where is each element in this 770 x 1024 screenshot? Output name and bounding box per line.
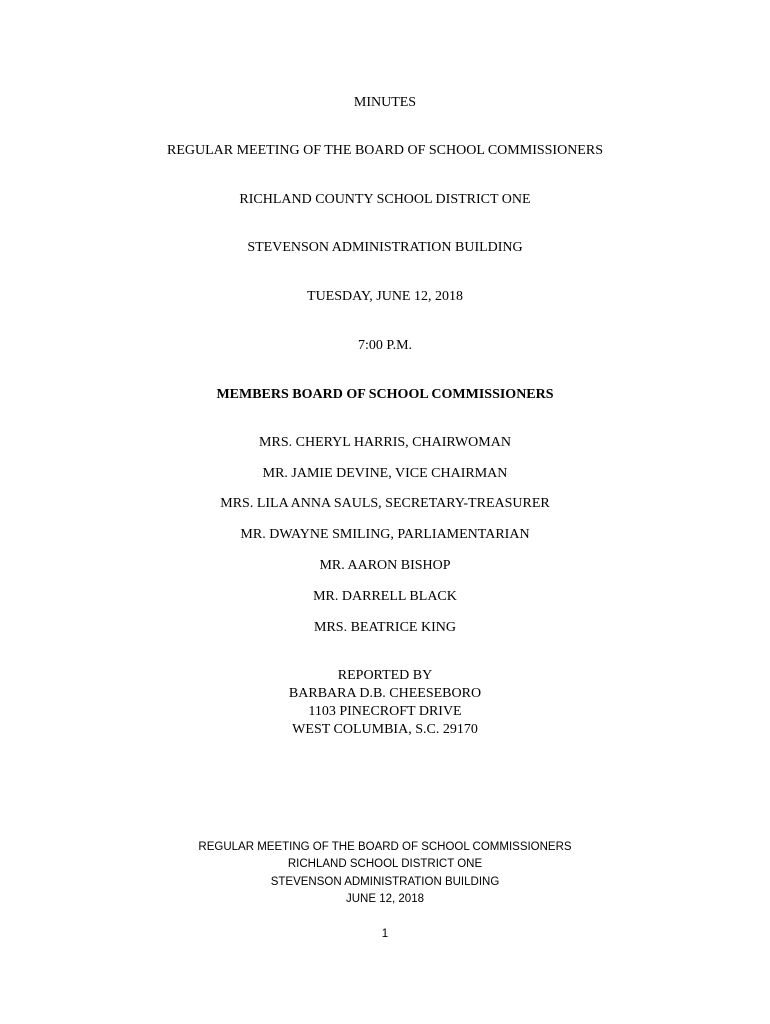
member-item: MR. AARON BISHOP [319, 558, 451, 573]
footer-district: RICHLAND SCHOOL DISTRICT ONE [287, 858, 483, 870]
meeting-time: 7:00 P.M. [357, 338, 413, 353]
footer-date: JUNE 12, 2018 [346, 893, 424, 905]
meeting-date: TUESDAY, JUNE 12, 2018 [307, 289, 463, 304]
member-item: MRS. BEATRICE KING [314, 620, 456, 635]
reporter-street: 1103 PINECROFT DRIVE [308, 704, 462, 719]
member-item: MR. JAMIE DEVINE, VICE CHAIRMAN [262, 466, 508, 481]
member-item: MR. DARRELL BLACK [313, 589, 457, 604]
member-item: MRS. CHERYL HARRIS, CHAIRWOMAN [259, 435, 511, 450]
reporter-label: REPORTED BY [337, 668, 433, 683]
district-name: RICHLAND COUNTY SCHOOL DISTRICT ONE [239, 192, 531, 207]
page-number: 1 [381, 928, 389, 940]
reporter-city: WEST COLUMBIA, S.C. 29170 [292, 722, 478, 737]
meeting-name: REGULAR MEETING OF THE BOARD OF SCHOOL COMMISSIONERS [167, 143, 603, 158]
footer-location: STEVENSON ADMINISTRATION BUILDING [270, 876, 500, 888]
member-item: MR. DWAYNE SMILING, PARLIAMENTARIAN [240, 527, 530, 542]
meeting-location: STEVENSON ADMINISTRATION BUILDING [247, 240, 523, 255]
reporter-name: BARBARA D.B. CHEESEBORO [288, 686, 482, 701]
member-item: MRS. LILA ANNA SAULS, SECRETARY-TREASURER [220, 496, 550, 511]
footer-meeting: REGULAR MEETING OF THE BOARD OF SCHOOL COMMISSIONERS [198, 841, 572, 853]
document-title: MINUTES [353, 95, 417, 110]
members-heading: MEMBERS BOARD OF SCHOOL COMMISSIONERS [216, 387, 554, 402]
